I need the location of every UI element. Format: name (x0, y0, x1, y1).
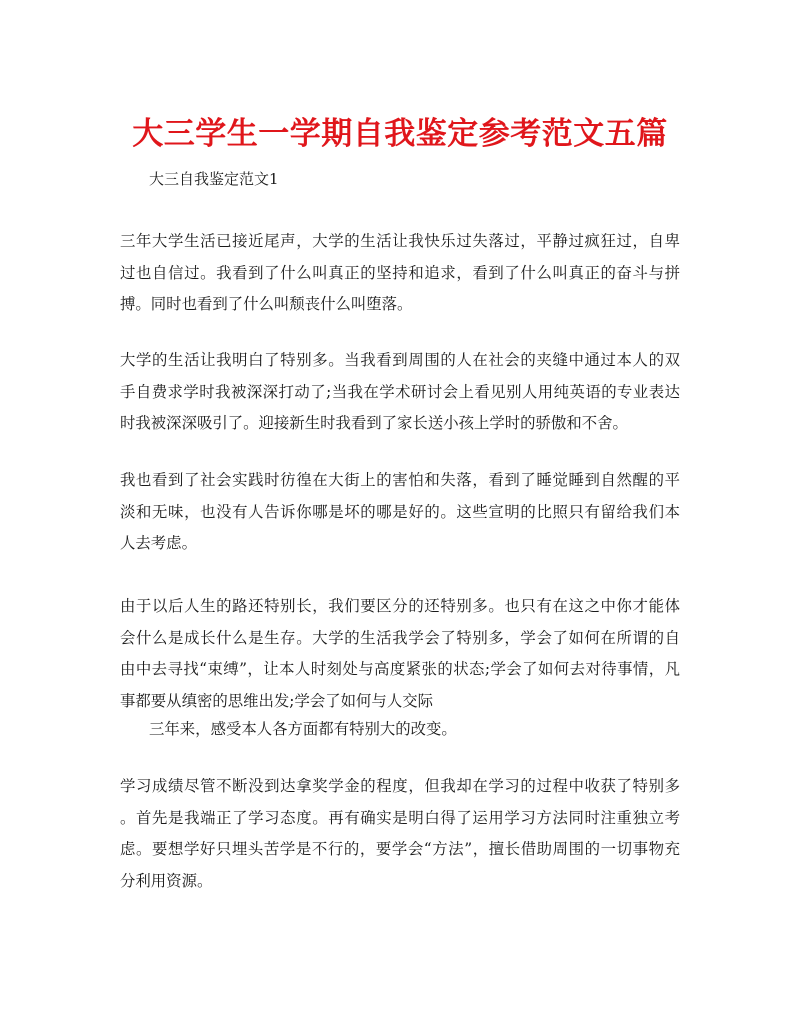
paragraph-5: 三年来，感受本人各方面都有特别大的改变。 (149, 720, 457, 738)
paragraph-line: 事都要从缜密的思维出发;学会了如何与人交际 (120, 691, 433, 710)
paragraph-4 (120, 591, 680, 717)
document-subtitle: 大三自我鉴定范文1 (149, 170, 279, 188)
paragraph-line: 虑。要想学好只埋头苦学是不行的，要学会“方法”，擅长借助周围的一切事物充 (120, 840, 680, 858)
paragraph-line: 淡和无味，也没有人告诉你哪是坏的哪是好的。这些宣明的比照只有留给我们本 (120, 502, 680, 521)
paragraph-1 (120, 226, 680, 321)
paragraph-line: 搏。同时也看到了什么叫颓丧什么叫堕落。 (120, 295, 413, 313)
paragraph-line: 由于以后人生的路还特别长，我们要区分的还特别多。也只有在这之中你才能体 (120, 597, 680, 615)
paragraph-6 (120, 771, 680, 897)
paragraph-line: 三年大学生活已接近尾声，大学的生活让我快乐过失落过，平静过疯狂过，自卑 (120, 232, 680, 250)
paragraph-3 (120, 465, 680, 560)
paragraph-2 (120, 345, 680, 440)
paragraph-line: 手自费求学时我被深深打动了;当我在学术研讨会上看见别人用纯英语的专业表达 (120, 382, 680, 401)
paragraph-line: 。首先是我端正了学习态度。再有确实是明白得了运用学习方法同时注重独立考 (120, 808, 680, 827)
paragraph-line: 大学的生活让我明白了特别多。当我看到周围的人在社会的夹缝中通过本人的双 (120, 351, 680, 369)
paragraph-line: 分利用资源。 (120, 871, 213, 890)
paragraph-line: 过也自信过。我看到了什么叫真正的坚持和追求，看到了什么叫真正的奋斗与拼 (120, 263, 680, 282)
paragraph-line: 由中去寻找“束缚”，让本人时刻处与高度紧张的状态;学会了如何去对待事情，凡 (120, 660, 680, 678)
paragraph-line: 人去考虑。 (120, 534, 197, 552)
paragraph-line: 学习成绩尽管不断没到达拿奖学金的程度，但我却在学习的过程中收获了特别多 (120, 777, 680, 795)
paragraph-line: 时我被深深吸引了。迎接新生时我看到了家长送小孩上学时的骄傲和不舍。 (120, 414, 628, 432)
paragraph-line: 我也看到了社会实践时彷徨在大街上的害怕和失落，看到了睡觉睡到自然醒的平 (120, 471, 680, 489)
document-title: 大三学生一学期自我鉴定参考范文五篇 (132, 116, 668, 152)
paragraph-line: 会什么是成长什么是生存。大学的生活我学会了特别多，学会了如何在所谓的自 (120, 628, 680, 647)
